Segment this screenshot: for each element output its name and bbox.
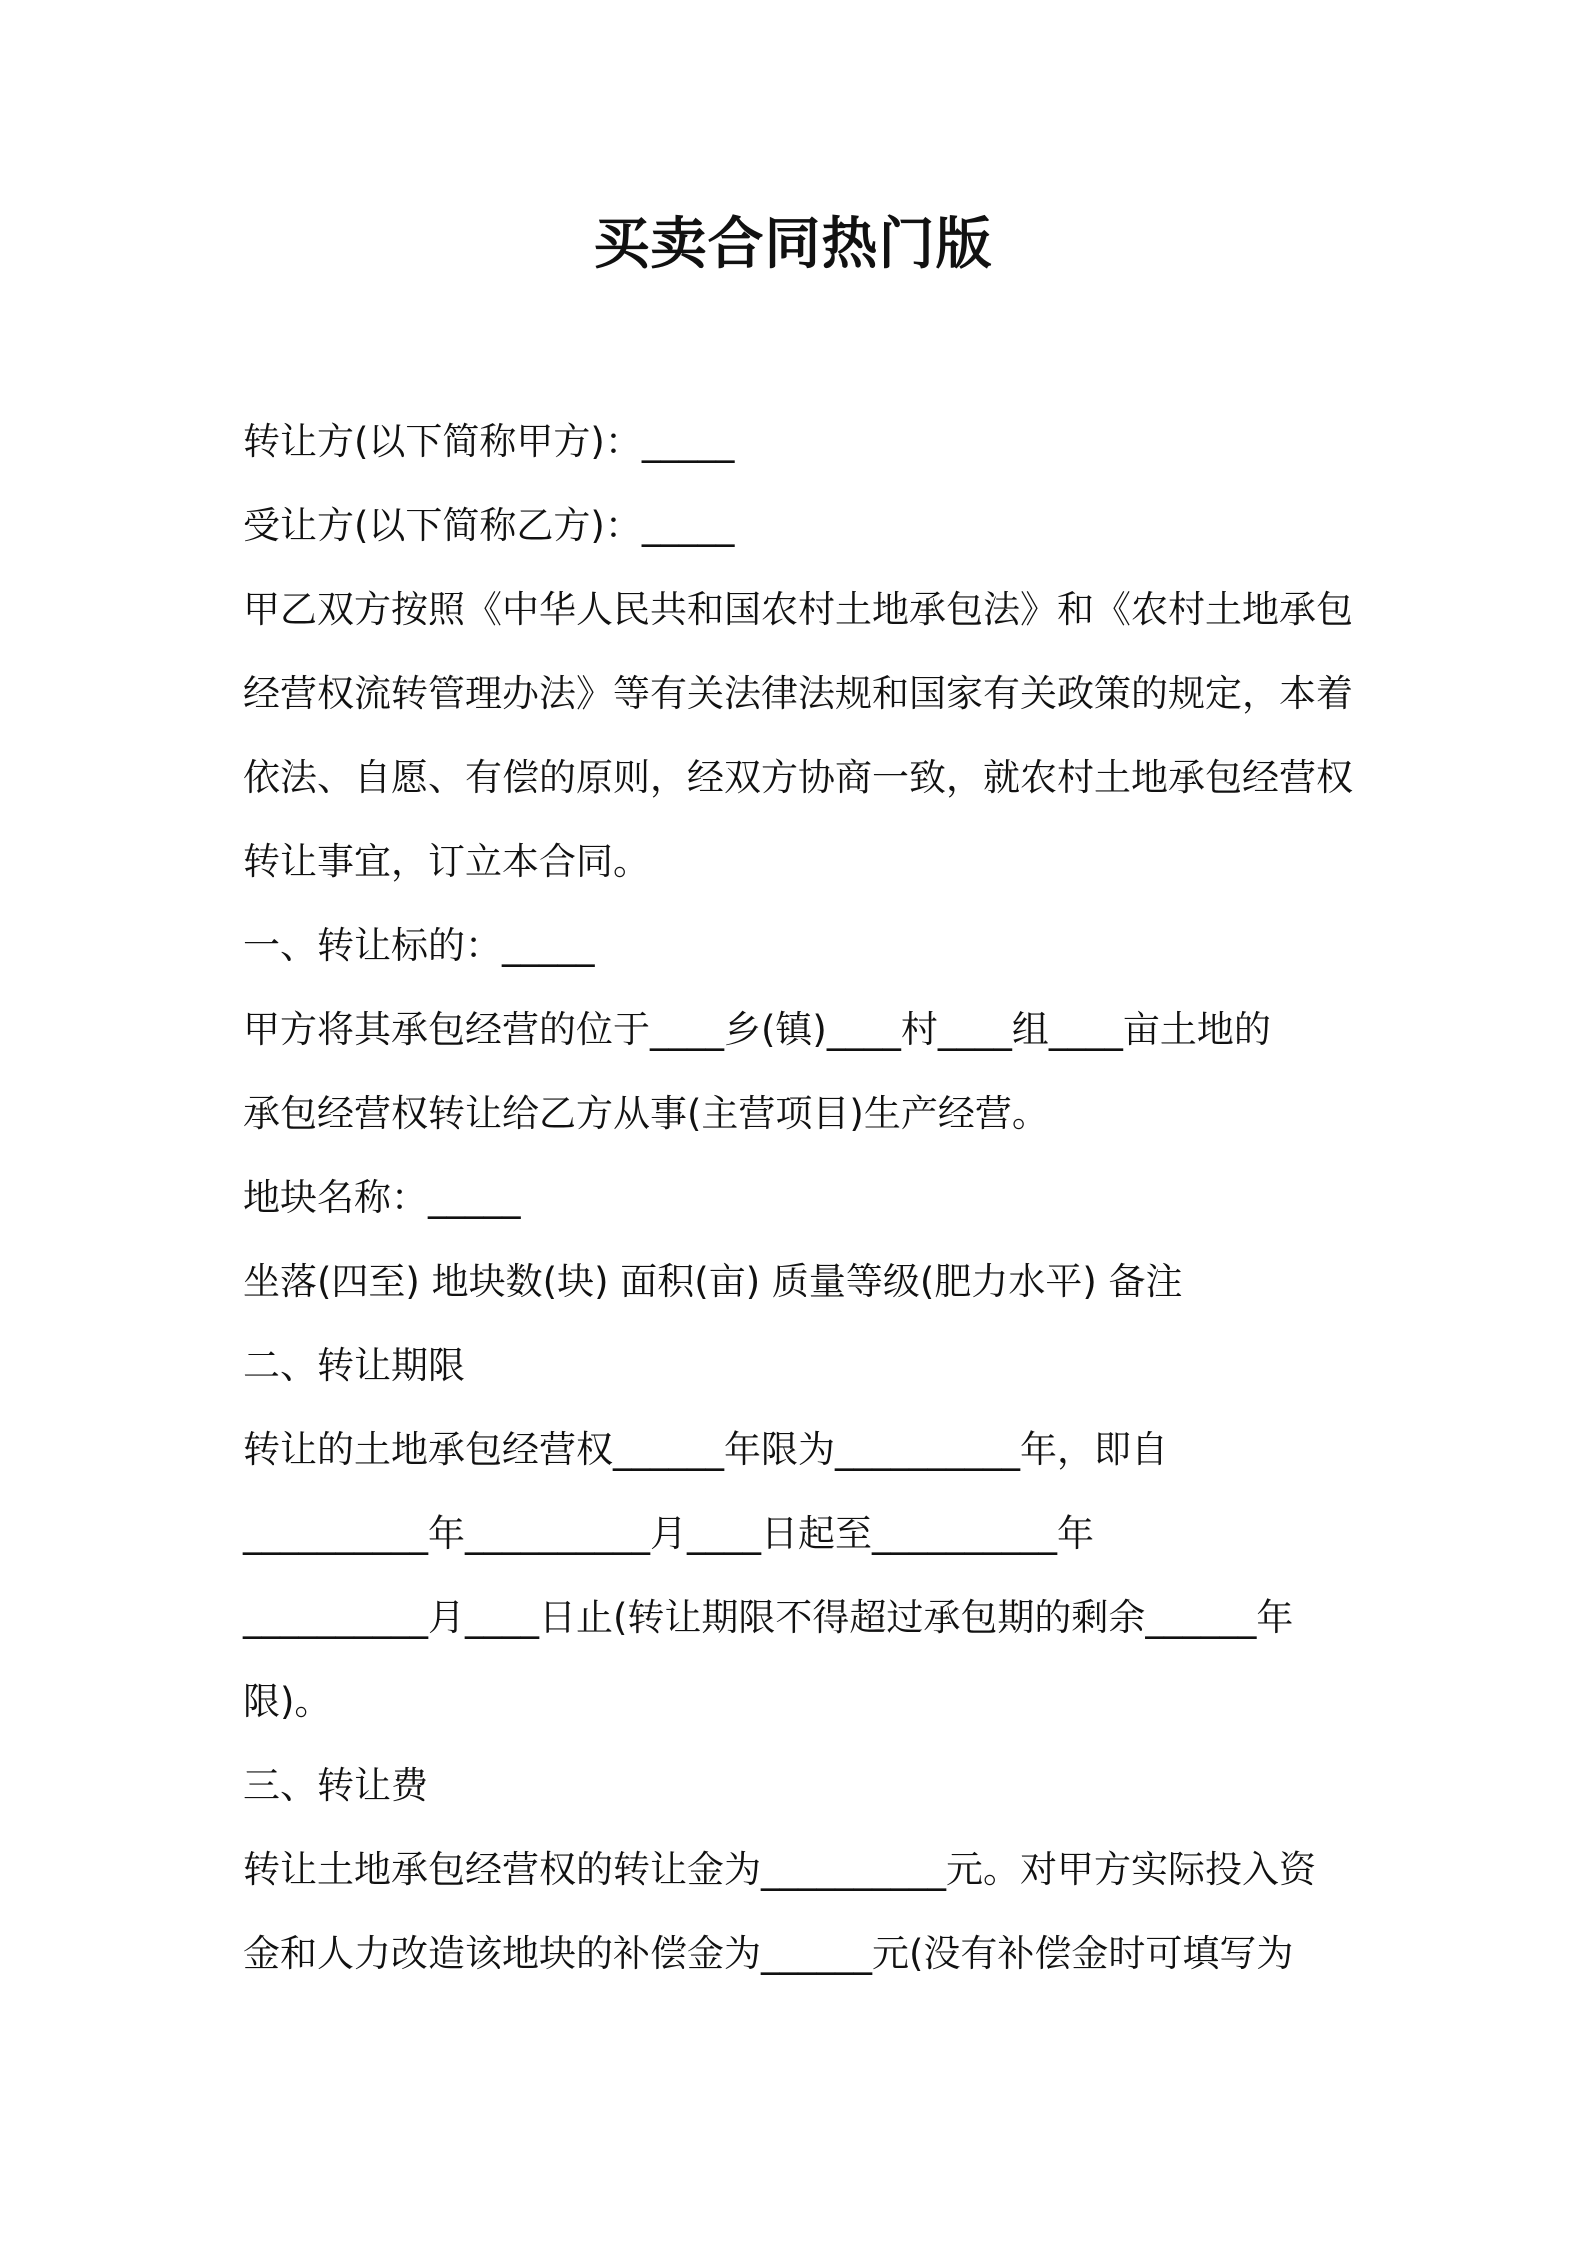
paragraph-line: __________月____日止(转让期限不得超过承包期的剩余______年: [243, 1596, 1294, 1639]
section-heading: 二、转让期限: [243, 1344, 465, 1387]
section-heading: 三、转让费: [243, 1764, 428, 1807]
paragraph-line: 转让的土地承包经营权______年限为__________年，即自: [243, 1428, 1168, 1471]
document-body: [243, 400, 1363, 1996]
paragraph-line: 承包经营权转让给乙方从事(主营项目)生产经营。: [243, 1092, 1049, 1135]
preamble-line: 甲乙双方按照《中华人民共和国农村土地承包法》和《农村土地承包: [243, 588, 1353, 631]
preamble-line: 转让事宜，订立本合同。: [243, 840, 650, 883]
party-a-line: 转让方(以下简称甲方)：_____: [243, 420, 735, 463]
preamble-line: 依法、自愿、有偿的原则，经双方协商一致，就农村土地承包经营权: [243, 756, 1353, 799]
paragraph-line: 限)。: [243, 1680, 332, 1723]
plot-name-line: 地块名称：_____: [243, 1176, 521, 1219]
paragraph-line: 转让土地承包经营权的转让金为__________元。对甲方实际投入资: [243, 1848, 1316, 1891]
document-title: 买卖合同热门版: [593, 212, 993, 277]
plot-columns-line: 坐落(四至) 地块数(块) 面积(亩) 质量等级(肥力水平) 备注: [243, 1260, 1183, 1303]
preamble-line: 经营权流转管理办法》等有关法律法规和国家有关政策的规定，本着: [243, 672, 1353, 715]
paragraph-line: 甲方将其承包经营的位于____乡(镇)____村____组____亩土地的: [243, 1008, 1271, 1051]
paragraph-line: __________年__________月____日起至__________年: [243, 1512, 1094, 1555]
party-b-line: 受让方(以下简称乙方)：_____: [243, 504, 735, 547]
section-heading: 一、转让标的：_____: [243, 924, 595, 967]
paragraph-line: 金和人力改造该地块的补偿金为______元(没有补偿金时可填写为: [243, 1932, 1294, 1975]
